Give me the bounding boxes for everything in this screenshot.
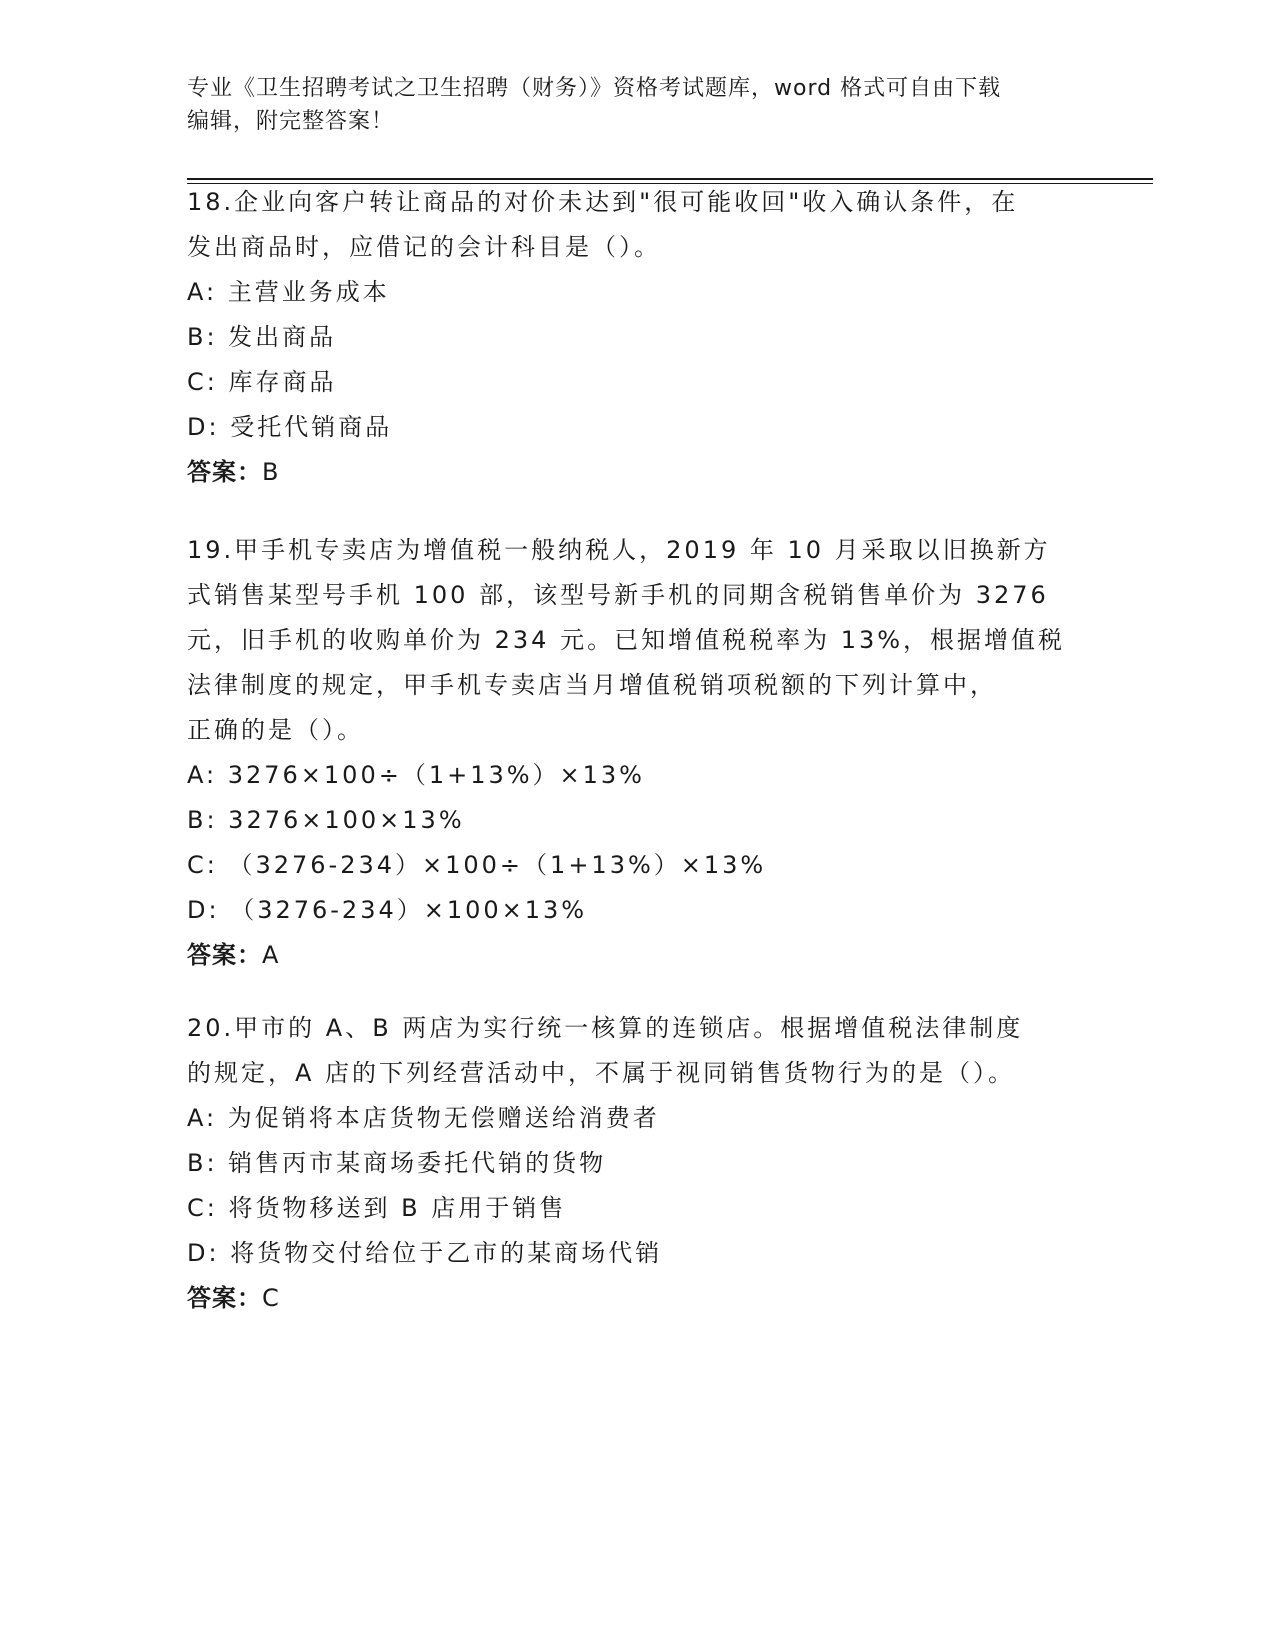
document-header (187, 72, 1087, 138)
option-d: D: 将货物交付给位于乙市的某商场代销 (187, 1239, 663, 1267)
question-text-line: 的规定，A 店的下列经营活动中，不属于视同销售货物行为的是（）。 (187, 1059, 1016, 1087)
answer-line (187, 450, 1087, 495)
question-text-line: 发出商品时，应借记的会计科目是（）。 (187, 233, 661, 261)
option-b: B: 发出商品 (187, 323, 337, 351)
header-line-1: 专业《卫生招聘考试之卫生招聘（财务）》资格考试题库，word 格式可自由下载 (187, 76, 1002, 101)
question-18 (187, 180, 1087, 495)
option-b: B: 销售丙市某商场委托代销的货物 (187, 1149, 607, 1177)
option-c: C: 将货物移送到 B 店用于销售 (187, 1194, 567, 1222)
question-text-line: 正确的是（）。 (187, 716, 364, 744)
question-20 (187, 1006, 1087, 1321)
question-text-line: 式销售某型号手机 100 部，该型号新手机的同期含税销售单价为 3276 (187, 581, 1049, 609)
question-text-line: 法律制度的规定，甲手机专卖店当月增值税销项税额的下列计算中， (187, 671, 997, 699)
option-a: A: 3276×100÷（1+13%）×13% (187, 761, 645, 789)
answer-value: A (262, 941, 280, 969)
answer-line (187, 933, 1087, 978)
question-text-line: 20.甲市的 A、B 两店为实行统一核算的连锁店。根据增值税法律制度 (187, 1014, 1024, 1042)
option-a: A: 为促销将本店货物无偿赠送给消费者 (187, 1104, 660, 1132)
header-line-2: 编辑，附完整答案！ (187, 109, 395, 134)
answer-value: B (262, 458, 280, 486)
option-d: D: 受托代销商品 (187, 413, 393, 441)
answer-label: 答案： (187, 458, 262, 486)
answer-label: 答案： (187, 1284, 262, 1312)
question-19 (187, 528, 1087, 978)
option-d: D: （3276-234）×100×13% (187, 896, 588, 924)
option-c: C: 库存商品 (187, 368, 337, 396)
option-a: A: 主营业务成本 (187, 278, 390, 306)
answer-label: 答案： (187, 941, 262, 969)
question-text-line: 元，旧手机的收购单价为 234 元。已知增值税税率为 13%，根据增值税 (187, 626, 1066, 654)
question-text-line: 19.甲手机专卖店为增值税一般纳税人，2019 年 10 月采取以旧换新方 (187, 536, 1051, 564)
answer-line (187, 1276, 1087, 1321)
option-b: B: 3276×100×13% (187, 806, 465, 834)
answer-value: C (262, 1284, 280, 1312)
option-c: C: （3276-234）×100÷（1+13%）×13% (187, 851, 767, 879)
question-text-line: 18.企业向客户转让商品的对价未达到"很可能收回"收入确认条件，在 (187, 188, 1019, 216)
